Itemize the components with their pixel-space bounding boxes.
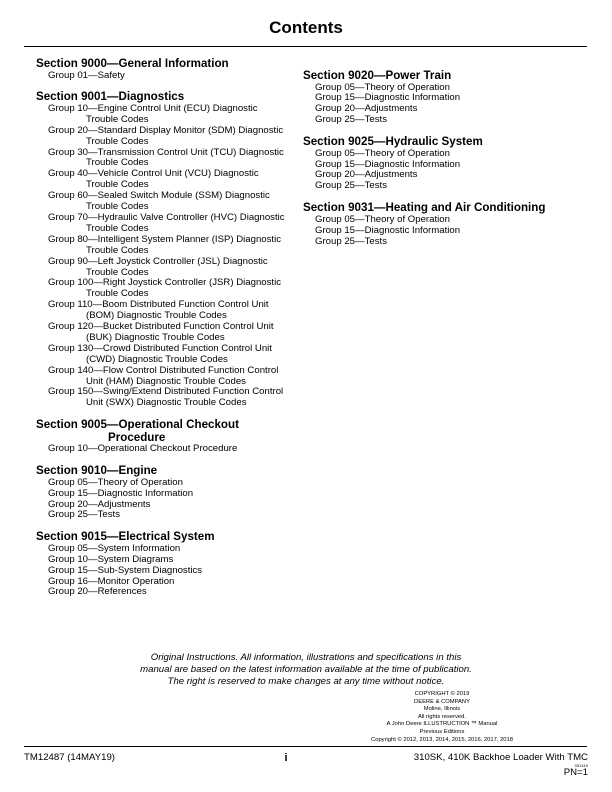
group-title-continuation: (CWD) Diagnostic Trouble Codes: [86, 353, 228, 365]
original-instructions-notice: [90, 652, 522, 688]
toc-group-entry: [36, 387, 298, 409]
section-heading-text: Section 9010—Engine: [36, 464, 158, 478]
toc-group-entry: [36, 213, 298, 235]
group-title-continuation: (BUK) Diagnostic Trouble Codes: [86, 331, 225, 343]
copyright-line-3: Moline, Illinois: [423, 706, 461, 713]
toc-group-entry: [36, 148, 298, 170]
toc-group-entry: [36, 444, 298, 455]
footer-page-number: i: [284, 752, 288, 764]
toc-group-entry: [36, 191, 298, 213]
toc-group-entry: [36, 510, 298, 521]
toc-group-entry: [36, 71, 298, 82]
toc-group-entry: [303, 237, 583, 248]
group-title: Group 80—Intelligent System Planner (ISP) Diagnostic: [48, 233, 282, 245]
copyright-line-6: Previous Editions: [419, 728, 465, 735]
footer-doc-id: TM12487 (14MAY19): [24, 752, 116, 763]
section-heading-text: Section 9000—General Information: [36, 57, 229, 70]
page-title: Contents: [269, 18, 343, 37]
group-title: Group 15—Diagnostic Information: [48, 487, 194, 499]
group-title: Group 05—System Information: [48, 542, 181, 554]
section-heading-text: Section 9005—Operational Checkout: [36, 418, 239, 432]
group-title-continuation: Trouble Codes: [86, 288, 149, 300]
group-title-continuation: Unit (SWX) Diagnostic Trouble Codes: [86, 397, 247, 409]
group-title: Group 05—Theory of Operation: [315, 81, 450, 93]
group-title: Group 10—System Diagrams: [48, 553, 174, 565]
toc-group-entry: [36, 235, 298, 257]
section-heading-text: Section 9001—Diagnostics: [36, 90, 185, 104]
group-title-continuation: Trouble Codes: [86, 201, 149, 213]
group-title: Group 60—Sealed Switch Module (SSM) Diagnostic: [48, 190, 270, 202]
copyright-line-1: COPYRIGHT © 2019: [414, 691, 470, 697]
toc-group-entry: [36, 257, 298, 279]
group-title: Group 100—Right Joystick Controller (JSR) Diagnostic: [48, 277, 281, 289]
group-title-continuation: Unit (HAM) Diagnostic Trouble Codes: [86, 375, 246, 387]
footer-product: 310SK, 410K Backhoe Loader With TMC: [413, 752, 588, 763]
copyright-line-5: A John Deere ILLUSTRUCTION ™ Manual: [386, 721, 498, 728]
group-title: Group 90—Left Joystick Controller (JSL) Diagnostic: [48, 255, 268, 267]
section-heading-text: Section 9031—Heating and Air Conditioning: [303, 201, 546, 215]
group-title: Group 130—Crowd Distributed Function Control Unit: [48, 342, 272, 354]
copyright-line-2: DEERE & COMPANY: [414, 698, 470, 705]
toc-group-entry: [36, 322, 298, 344]
group-title: Group 25—Tests: [48, 509, 120, 521]
section-heading-continuation: Procedure: [108, 430, 166, 444]
section-heading-text: Section 9020—Power Train: [303, 69, 452, 82]
group-title-continuation: Trouble Codes: [86, 135, 149, 147]
notice-line-3: The right is reserved to make changes at any time without notice.: [167, 676, 445, 687]
footer-pn: PN=1: [563, 767, 588, 778]
group-title: Group 16—Monitor Operation: [48, 575, 175, 587]
group-title-continuation: Trouble Codes: [86, 157, 149, 169]
group-title: Group 10—Engine Control Unit (ECU) Diagnostic: [48, 102, 258, 114]
group-title: Group 15—Sub-System Diagnostics: [48, 564, 203, 576]
group-title: Group 25—Tests: [315, 114, 387, 126]
copyright-block: [340, 691, 544, 744]
group-title: Group 40—Vehicle Control Unit (VCU) Diagnostic: [48, 168, 259, 180]
group-title: Group 20—Adjustments: [315, 103, 418, 115]
section-heading-text: Section 9025—Hydraulic System: [303, 135, 483, 149]
group-title: Group 10—Operational Checkout Procedure: [48, 443, 238, 455]
toc-group-entry: [36, 126, 298, 148]
footer-date-stamp: 051419: [574, 763, 588, 768]
group-title: Group 25—Tests: [315, 180, 387, 192]
group-title-continuation: Trouble Codes: [86, 244, 149, 256]
footer-rule: [24, 746, 587, 747]
group-title: Group 01—Safety: [48, 69, 125, 81]
group-title-continuation: Trouble Codes: [86, 179, 149, 191]
toc-group-entry: [36, 344, 298, 366]
toc-left-column: [36, 58, 298, 598]
group-title: Group 25—Tests: [315, 235, 387, 247]
group-title: Group 20—References: [48, 586, 147, 598]
toc-group-entry: [36, 300, 298, 322]
toc-group-entry: [36, 366, 298, 388]
group-title: Group 20—Adjustments: [315, 169, 418, 181]
title-rule: [24, 46, 587, 47]
group-title: Group 110—Boom Distributed Function Control Unit: [48, 299, 269, 311]
group-title: Group 05—Theory of Operation: [48, 476, 183, 488]
group-title: Group 70—Hydraulic Valve Controller (HVC) Diagnostic: [48, 211, 285, 223]
copyright-line-7: Copyright © 2012, 2013, 2014, 2015, 2016, 2017, 2018: [371, 736, 513, 743]
group-title: Group 20—Standard Display Monitor (SDM) Diagnostic: [48, 124, 284, 136]
group-title: Group 05—Theory of Operation: [315, 147, 450, 159]
group-title: Group 15—Diagnostic Information: [315, 224, 461, 236]
group-title-continuation: Trouble Codes: [86, 113, 149, 125]
toc-right-column: [303, 70, 583, 247]
notice-line-2: manual are based on the latest information available at the time of publication.: [140, 664, 472, 675]
group-title: Group 140—Flow Control Distributed Function Control: [48, 364, 279, 376]
notice-line-1: Original Instructions. All information, illustrations and specifications in this: [150, 652, 462, 663]
toc-group-entry: [36, 169, 298, 191]
group-title: Group 30—Transmission Control Unit (TCU) Diagnostic: [48, 146, 284, 158]
group-title-continuation: (BOM) Diagnostic Trouble Codes: [86, 310, 227, 322]
group-title: Group 20—Adjustments: [48, 498, 151, 510]
section-heading-text: Section 9015—Electrical System: [36, 530, 215, 544]
group-title-continuation: Trouble Codes: [86, 222, 149, 234]
toc-group-entry: [36, 278, 298, 300]
group-title: Group 150—Swing/Extend Distributed Function Control: [48, 386, 284, 398]
group-title-continuation: Trouble Codes: [86, 266, 149, 278]
toc-group-entry: [36, 104, 298, 126]
toc-group-entry: [303, 181, 583, 192]
toc-group-entry: [36, 587, 298, 598]
group-title: Group 15—Diagnostic Information: [315, 92, 461, 104]
toc-group-entry: [303, 115, 583, 126]
group-title: Group 120—Bucket Distributed Function Control Unit: [48, 321, 274, 333]
section-heading: [36, 419, 298, 444]
copyright-line-4: All rights reserved.: [417, 713, 466, 720]
group-title: Group 05—Theory of Operation: [315, 213, 450, 225]
group-title: Group 15—Diagnostic Information: [315, 158, 461, 170]
